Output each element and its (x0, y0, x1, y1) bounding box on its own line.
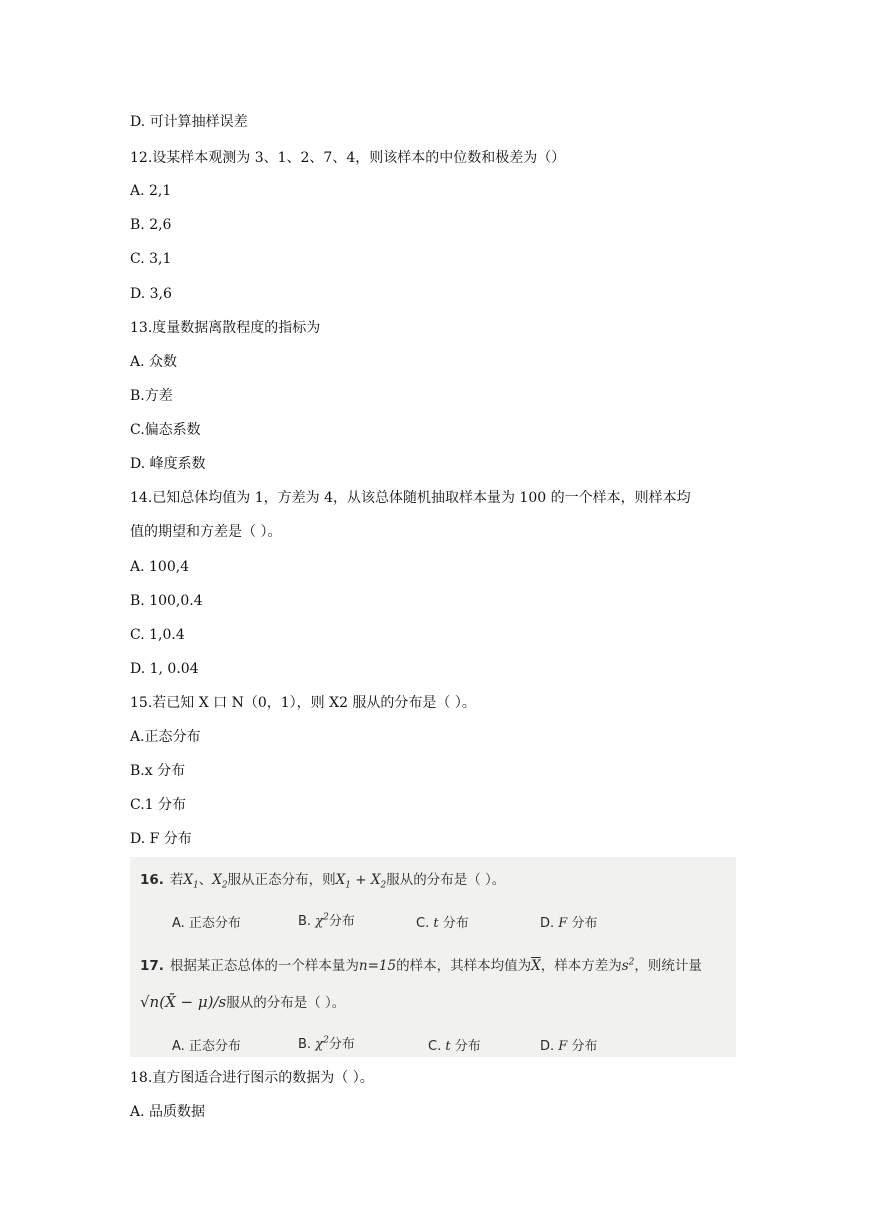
question-14-option-b: B. 100,0.4 (130, 593, 203, 609)
sample-size-equation: n=15 (358, 958, 397, 974)
sample-variance-symbol (622, 958, 635, 974)
q17-d-label: D. (540, 1039, 555, 1054)
x2-symbol (212, 872, 228, 891)
question-17-option-c (428, 1035, 481, 1054)
q17-b-label: B. (298, 1037, 312, 1052)
question-12-option-a: A. 2,1 (130, 183, 172, 199)
question-13-option-d: D. 峰度系数 (130, 456, 206, 472)
sum-x1-subscript: 1 (345, 880, 351, 891)
question-13-option-a: A. 众数 (130, 354, 178, 370)
question-16-number: 16. (140, 872, 164, 888)
question-15-option-b: B.x 分布 (130, 763, 186, 779)
t-symbol: t (445, 1039, 451, 1054)
sum-x2-letter: X (370, 872, 381, 888)
question-13: 13.度量数据离散程度的指标为 (130, 320, 321, 336)
q17-c-label: C. (428, 1039, 442, 1054)
question-16-option-a: A. 正态分布 (172, 916, 241, 931)
q16-c-label: C. (416, 916, 430, 931)
question-17-option-a: A. 正态分布 (172, 1039, 241, 1054)
q16-b-label: B. (298, 914, 312, 929)
sum-x2-symbol (370, 872, 387, 891)
question-17-line-2-suffix: 服从的分布是（ ）。 (226, 995, 346, 1011)
question-17-option-b (298, 1033, 355, 1052)
s-superscript: 2 (628, 957, 635, 968)
question-12-option-b: B. 2,6 (130, 217, 172, 233)
sum-x1-letter: X (335, 872, 346, 888)
sum-x1-symbol (335, 872, 351, 891)
q17-b-text: 分布 (328, 1037, 355, 1052)
question-14-option-a: A. 100,4 (130, 559, 190, 575)
q16-c-text: 分布 (442, 916, 469, 931)
question-14-line-2: 值的期望和方差是（ ）。 (130, 524, 282, 540)
t-symbol: t (433, 916, 439, 931)
q16-d-text: 分布 (571, 916, 598, 931)
question-12: 12.设某样本观测为 3、1、2、7、4，则该样本的中位数和极差为（） (130, 150, 566, 166)
x2-letter: X (212, 872, 222, 888)
question-17-option-d (540, 1035, 597, 1054)
question-16-option-c (416, 912, 469, 931)
question-14-option-c: C. 1,0.4 (130, 627, 185, 643)
question-15: 15.若已知 X 口 N（0，1），则 X2 服从的分布是（ ）。 (130, 695, 476, 711)
q16-d-label: D. (540, 916, 555, 931)
f-symbol: F (558, 916, 568, 931)
question-17-middle: 的样本，其样本均值为 (396, 958, 532, 974)
question-15-option-d: D. F 分布 (130, 831, 192, 847)
question-14-option-d: D. 1, 0.04 (130, 661, 199, 677)
question-12-option-d: D. 3,6 (130, 286, 172, 302)
chi-superscript: 2 (323, 1035, 329, 1046)
question-13-option-c: C.偏态系数 (130, 422, 201, 438)
question-18-option-a: A. 品质数据 (130, 1104, 206, 1120)
q17-d-text: 分布 (571, 1039, 598, 1054)
question-17-line-2 (140, 991, 345, 1011)
chi-letter: χ (315, 914, 324, 929)
x1-symbol (183, 872, 199, 891)
x1-subscript: 1 (193, 880, 199, 891)
question-17-line-1 (140, 954, 702, 974)
s-letter: s (621, 958, 629, 974)
f-symbol: F (558, 1039, 568, 1054)
question-13-option-b: B.方差 (130, 388, 173, 404)
question-17-prefix: 根据某正态总体的一个样本量为 (169, 958, 359, 974)
question-16-separator: 、 (198, 872, 213, 888)
sample-mean-symbol: $\overline{X}$ (531, 958, 541, 974)
sum-x2-subscript: 2 (380, 880, 387, 891)
question-17-number: 17. (140, 958, 164, 974)
question-14-line-1: 14.已知总体均值为 1，方差为 4，从该总体随机抽取样本量为 100 的一个样本，则样本均 (130, 490, 691, 506)
question-18: 18.直方图适合进行图示的数据为（ ）。 (130, 1070, 374, 1086)
chi-letter: χ (315, 1037, 324, 1052)
question-16-suffix: 服从的分布是（ ）。 (386, 872, 506, 888)
question-16-option-b (298, 910, 355, 929)
question-16-option-d (540, 912, 597, 931)
chi-squared-symbol (315, 914, 329, 929)
scanned-questions-image (130, 857, 736, 1057)
question-16-prefix: 若 (169, 872, 184, 888)
q16-b-text: 分布 (328, 914, 355, 929)
option-d-sampling-error: D. 可计算抽样误差 (130, 114, 248, 130)
question-17-middle-2: ，样本方差为 (540, 958, 622, 974)
chi-superscript: 2 (323, 912, 329, 923)
statistic-formula: √n(X̄ − μ)/s (140, 993, 227, 1011)
q17-c-text: 分布 (454, 1039, 481, 1054)
question-15-option-c: C.1 分布 (130, 797, 187, 813)
x2-subscript: 2 (221, 880, 228, 891)
question-16 (140, 868, 505, 891)
plus-sign: + (351, 872, 371, 888)
question-15-option-a: A.正态分布 (130, 729, 201, 745)
question-12-option-c: C. 3,1 (130, 251, 172, 267)
chi-squared-symbol (315, 1037, 329, 1052)
question-16-middle: 服从正态分布，则 (227, 872, 336, 888)
x1-letter: X (183, 872, 194, 888)
question-17-line-1-suffix: ，则统计量 (634, 958, 702, 974)
